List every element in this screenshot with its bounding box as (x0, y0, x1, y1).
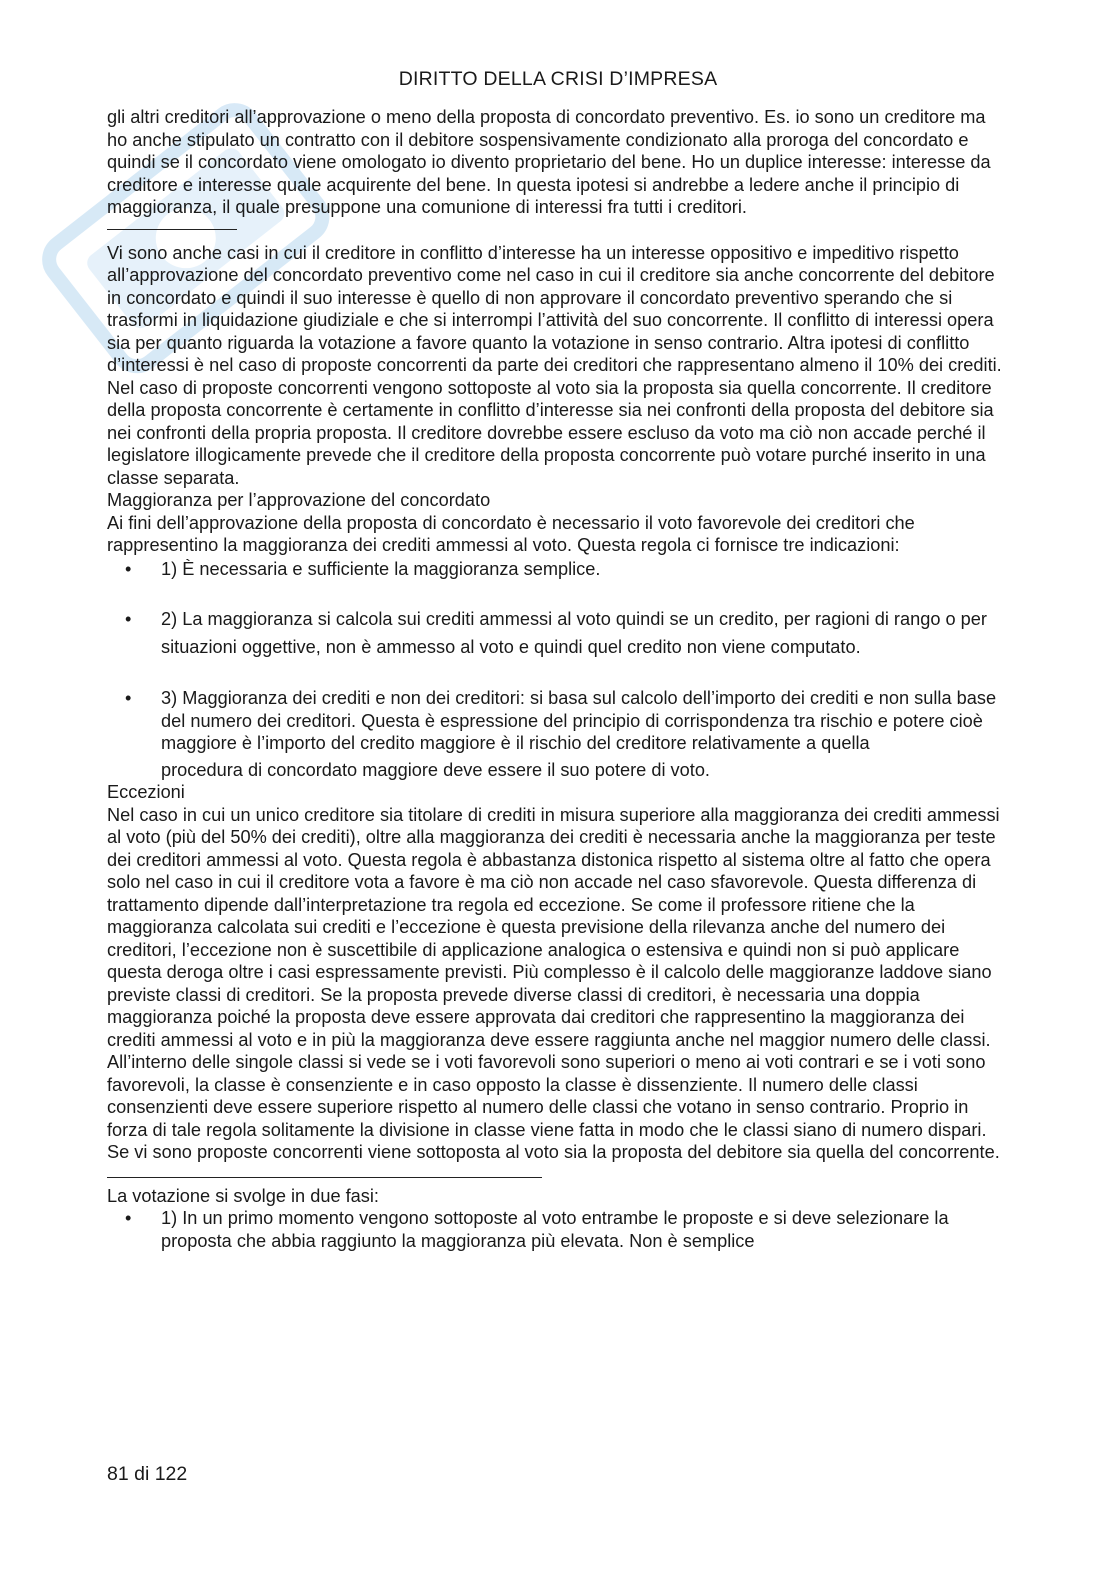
footnote-divider (107, 1177, 542, 1178)
list-item: • 3) Maggioranza dei crediti e non dei creditori: si basa sul calcolo dell’importo dei crediti e non sulla base del numero dei creditori. Questa è espressione del principio di corrispondenza tra rischio e potere cioè maggiore è l’importo del credito maggiore è il rischio del creditore relativamente a quella procedura di concordato maggiore deve essere il suo potere di voto. (107, 687, 1007, 781)
page-header-title: DIRITTO DELLA CRISI D’IMPRESA (398, 68, 718, 90)
document-body (107, 106, 1007, 1252)
footnote-divider (107, 229, 237, 230)
voting-phases-list (107, 1207, 1007, 1252)
paragraph-exceptions: Nel caso in cui un unico creditore sia titolare di crediti in misura superiore alla maggioranza dei crediti ammessi al voto (più del 50% dei crediti), oltre alla maggioranza dei crediti è necessaria anche la maggioranza per teste dei creditori ammessi al voto. Questa regola è abbastanza distonica rispetto al sistema oltre al fatto che opera solo nel caso in cui il creditore vota a favore è ma ciò non accade nel caso sfavorevole. Questa differenza di trattamento dipende dall’interpretazione tra regola ed eccezione. Se come il professore ritiene che la maggioranza calcolata sui crediti e l’eccezione è questa previsione della rilevanza anche del numero dei creditori, l’eccezione non è suscettibile di applicazione analogica o estensiva e quindi non si può applicare questa deroga oltre i casi espressamente previsti. Più complesso è il calcolo delle maggioranze laddove siano previste classi di creditori. Se la proposta prevede diverse classi di creditori, è necessaria una doppia maggioranza poiché la proposta deve essere approvata dai creditori che rappresentino la maggioranza dei crediti ammessi al voto e in più la maggioranza deve essere raggiunta anche nel maggior numero delle classi. All’interno delle singole classi si vede se i voti favorevoli sono superiori o meno ai voti contrari e se i voti sono favorevoli, la classe è consenziente e in caso opposto la classe è dissenziente. Il numero delle classi consenzienti deve essere superiore rispetto al numero delle classi che votano in senso contrario. Proprio in forza di tale regola solitamente la divisione in classe viene fatta in modo che le classi siano di numero dispari. Se vi sono proposte concorrenti viene sottoposta al voto sia la proposta del debitore sia quella del concorrente. (107, 804, 1000, 1162)
majority-indications-list (107, 558, 1007, 782)
section-heading-majority: Maggioranza per l’approvazione del concordato (107, 490, 491, 510)
page-number: 81 di 122 (107, 1463, 188, 1485)
list-item: • 1) È necessaria e sufficiente la maggioranza semplice. (107, 558, 1007, 581)
section-heading-exceptions: Eccezioni (107, 782, 185, 802)
paragraph-majority-rule: Ai fini dell’approvazione della proposta di concordato è necessario il voto favorevole dei creditori che rappresentino la maggioranza dei crediti ammessi al voto. Questa regola ci fornisce tre indicazioni: (107, 512, 915, 555)
paragraph-conflict-oppositive: Vi sono anche casi in cui il creditore in conflitto d’interesse ha un interesse oppositivo e impeditivo rispetto all’approvazione del concordato preventivo come nel caso in cui il creditore sia anche concorrente del debitore in concordato e quindi il suo interesse è quello di non approvare il concordato preventivo sperando che si trasformi in liquidazione giudiziale e che si interrompi l’attività del suo concorrente. Il conflitto di interessi opera sia per quanto riguarda la votazione a favore quanto la votazione in senso contrario. Altra ipotesi di conflitto d’interessi è nel caso di proposte concorrenti da parte dei creditori che rappresentano almeno il 10% dei crediti. Nel caso di proposte concorrenti vengono sottoposte al voto sia la proposta sia quella concorrente. Il creditore della proposta concorrente è certamente in conflitto d’interesse sia nei confronti della proposta del debitore sia nei confronti della propria proposta. Il creditore dovrebbe essere escluso da voto ma ciò non accade perché il legislatore illogicamente prevede che il creditore della proposta concorrente può votare purché inserito in una classe separata. (107, 242, 1002, 488)
list-item: • 2) La maggioranza si calcola sui crediti ammessi al voto quindi se un credito, per ragioni di rango o per situazioni oggettive, non è ammesso al voto e quindi quel credito non viene computato. (107, 606, 1007, 660)
paragraph-voting-phases: La votazione si svolge in due fasi: (107, 1185, 379, 1206)
list-item: • 1) In un primo momento vengono sottoposte al voto entrambe le proposte e si deve selezionare la proposta che abbia raggiunto la maggioranza più elevata. Non è semplice (107, 1207, 1007, 1252)
paragraph-conflict-intro: gli altri creditori all’approvazione o meno della proposta di concordato preventivo. Es. io sono un creditore ma ho anche stipulato un contratto con il debitore sospensivamente condizionato alla proroga del concordato e quindi se il concordato viene omologato io divento proprietario del bene. Ho un duplice interesse: interesse da creditore e interesse quale acquirente del bene. In questa ipotesi si andrebbe a ledere anche il principio di maggioranza, il quale presuppone una comunione di interessi fra tutti i creditori. (107, 107, 991, 217)
